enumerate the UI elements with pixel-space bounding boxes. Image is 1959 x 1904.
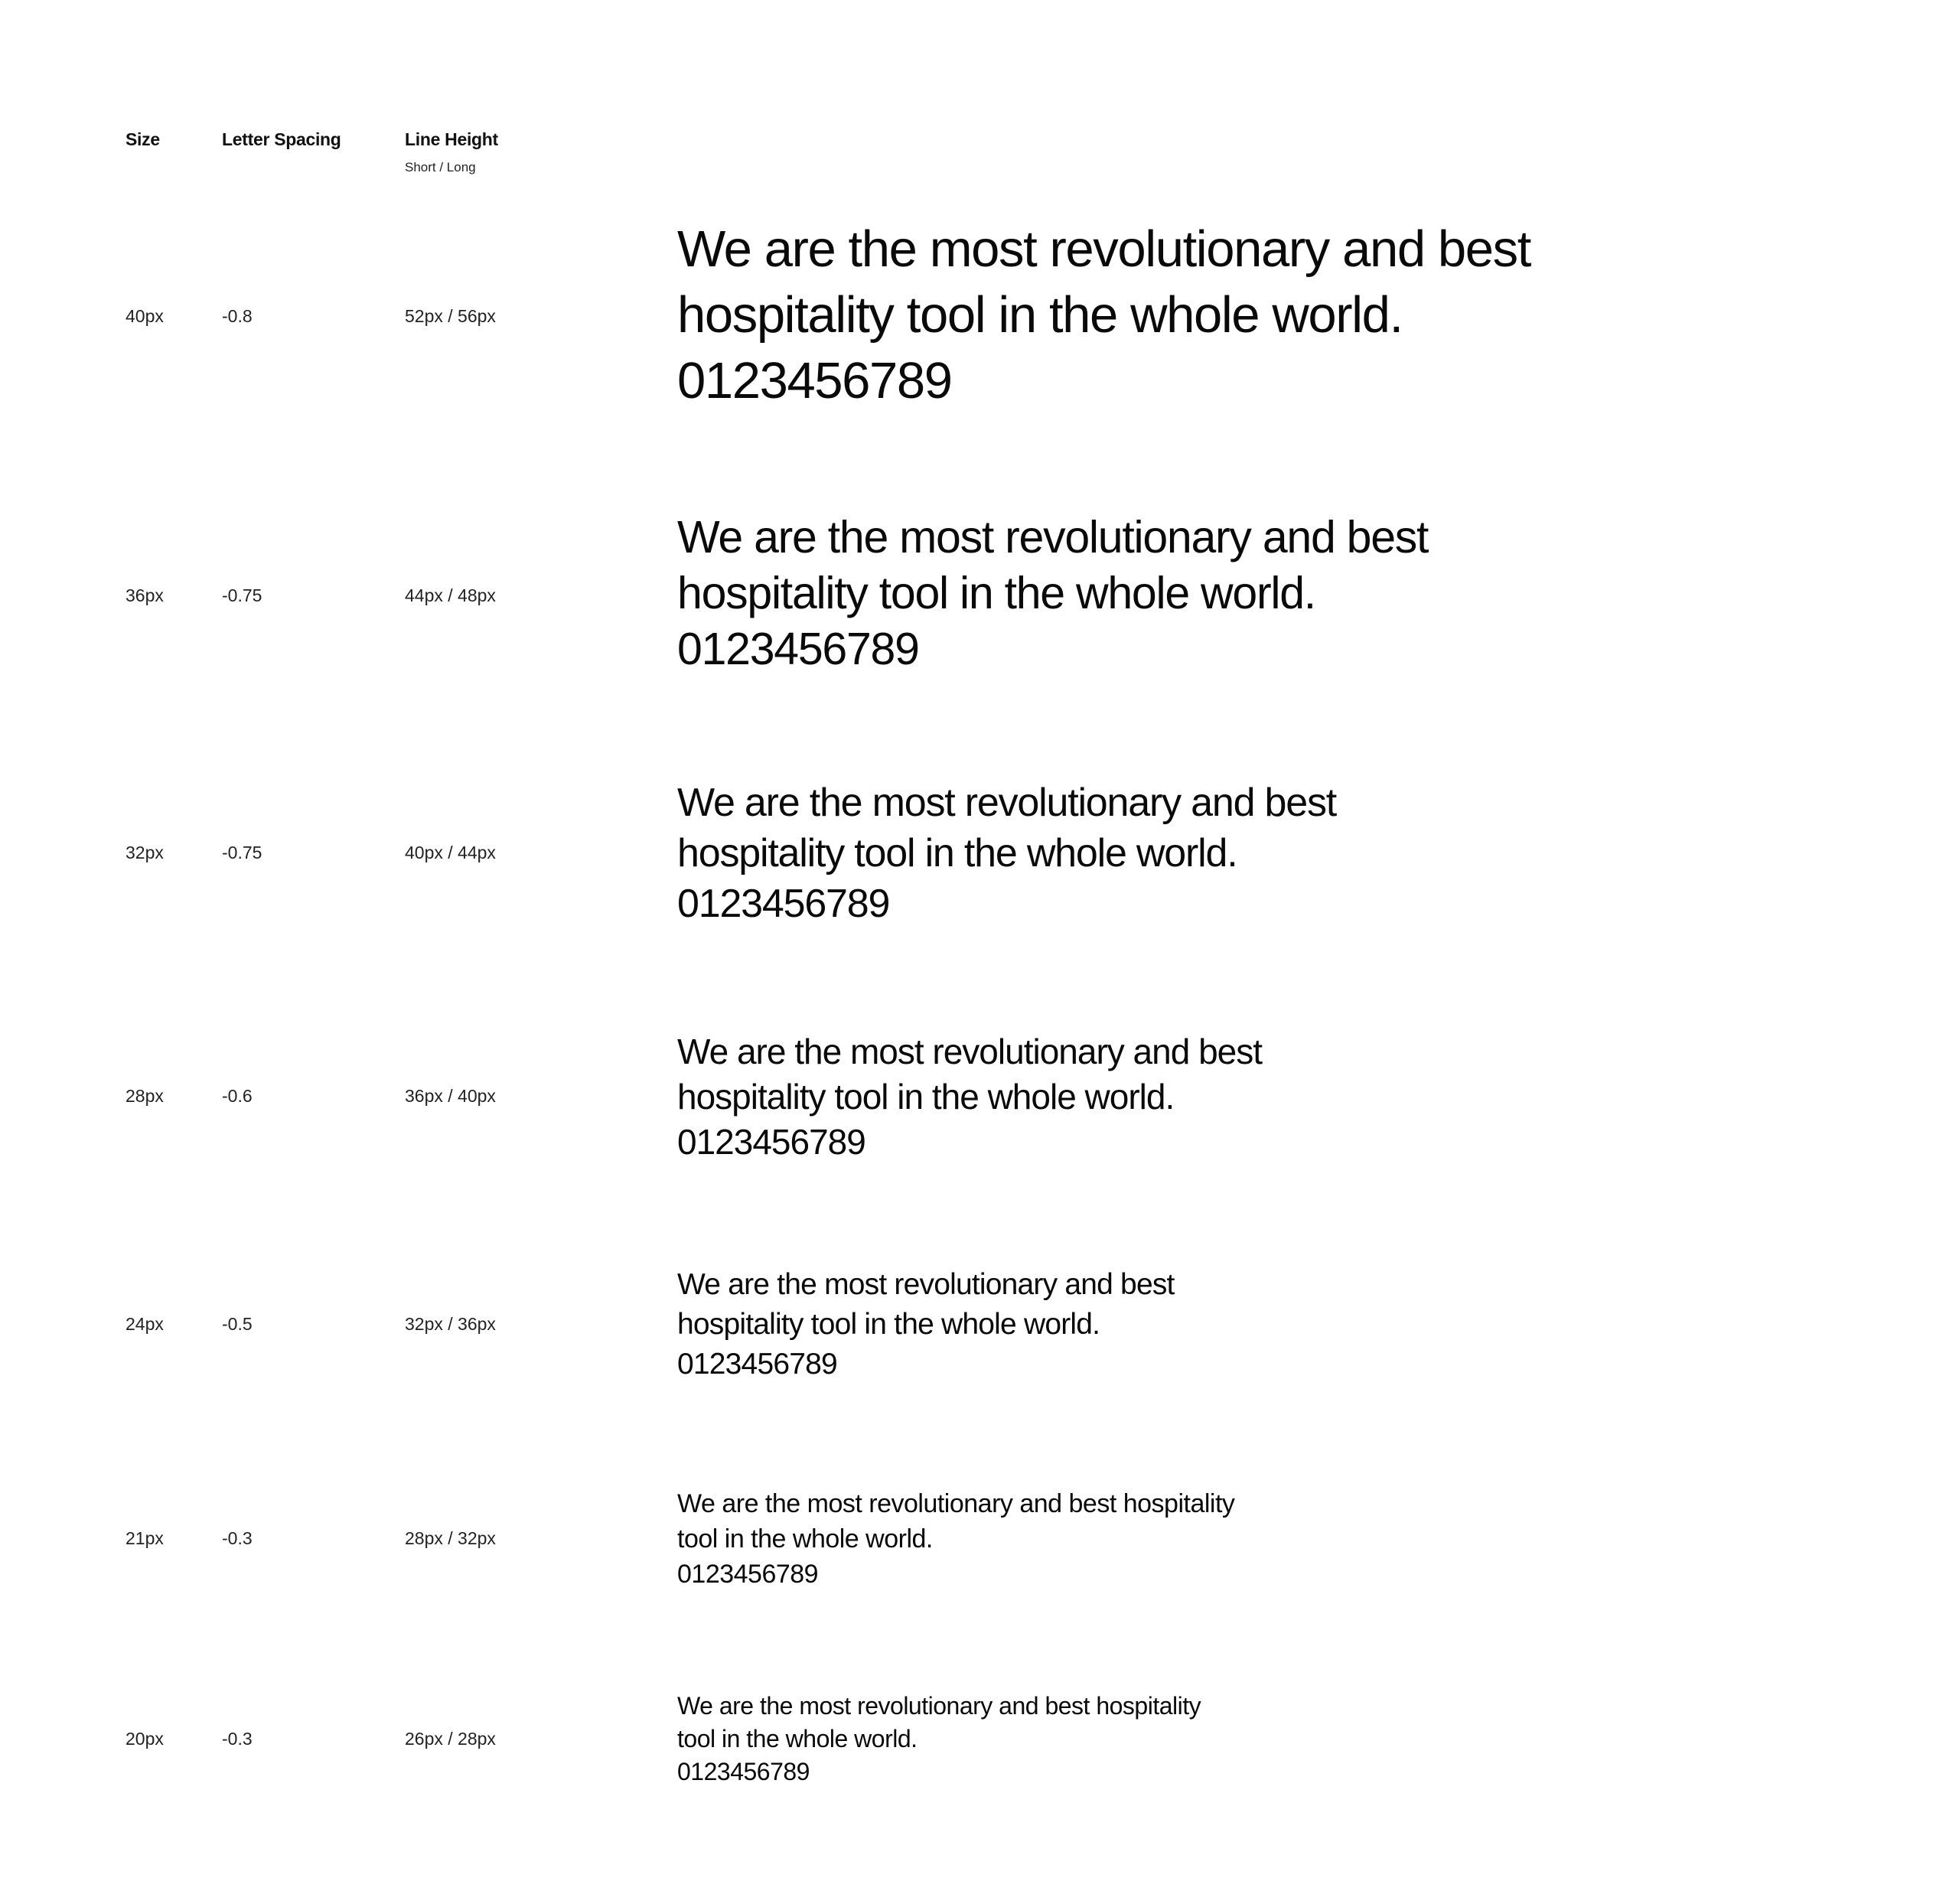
header-line-height-sub: Short / Long [405, 160, 476, 174]
row-letter-spacing: -0.8 [222, 306, 253, 326]
row-size: 21px [125, 1528, 164, 1548]
row-size: 40px [125, 306, 164, 326]
row-letter-spacing: -0.5 [222, 1314, 253, 1334]
row-line-height: 44px / 48px [405, 585, 496, 605]
row-letter-spacing: -0.6 [222, 1086, 253, 1106]
type-sample: We are the most revolutionary and best hospitality tool in the whole world. 0123456789 [677, 781, 1337, 926]
row-size: 32px [125, 843, 164, 862]
row-size: 20px [125, 1729, 164, 1749]
type-sample: We are the most revolutionary and best hospitality tool in the whole world. 0123456789 [677, 1489, 1235, 1589]
type-sample: We are the most revolutionary and best hospitality tool in the whole world. 0123456789 [677, 512, 1429, 674]
header-line-height: Line Height [405, 129, 498, 149]
row-size: 36px [125, 585, 164, 605]
row-letter-spacing: -0.3 [222, 1528, 253, 1548]
type-sample: We are the most revolutionary and best hospitality tool in the whole world. 0123456789 [677, 1692, 1201, 1785]
header-letter-spacing: Letter Spacing [222, 129, 341, 149]
header-size: Size [125, 129, 160, 149]
row-letter-spacing: -0.75 [222, 843, 262, 862]
row-letter-spacing: -0.3 [222, 1729, 253, 1749]
row-line-height: 52px / 56px [405, 306, 496, 326]
row-size: 24px [125, 1314, 164, 1334]
row-line-height: 26px / 28px [405, 1729, 496, 1749]
type-sample: We are the most revolutionary and best hospitality tool in the whole world. 0123456789 [677, 220, 1530, 409]
row-line-height: 28px / 32px [405, 1528, 496, 1548]
type-sample: We are the most revolutionary and best hospitality tool in the whole world. 0123456789 [677, 1268, 1175, 1381]
row-line-height: 36px / 40px [405, 1086, 496, 1106]
row-size: 28px [125, 1086, 164, 1106]
row-line-height: 40px / 44px [405, 843, 496, 862]
row-line-height: 32px / 36px [405, 1314, 496, 1334]
type-sample: We are the most revolutionary and best hospitality tool in the whole world. 0123456789 [677, 1032, 1263, 1162]
row-letter-spacing: -0.75 [222, 585, 262, 605]
